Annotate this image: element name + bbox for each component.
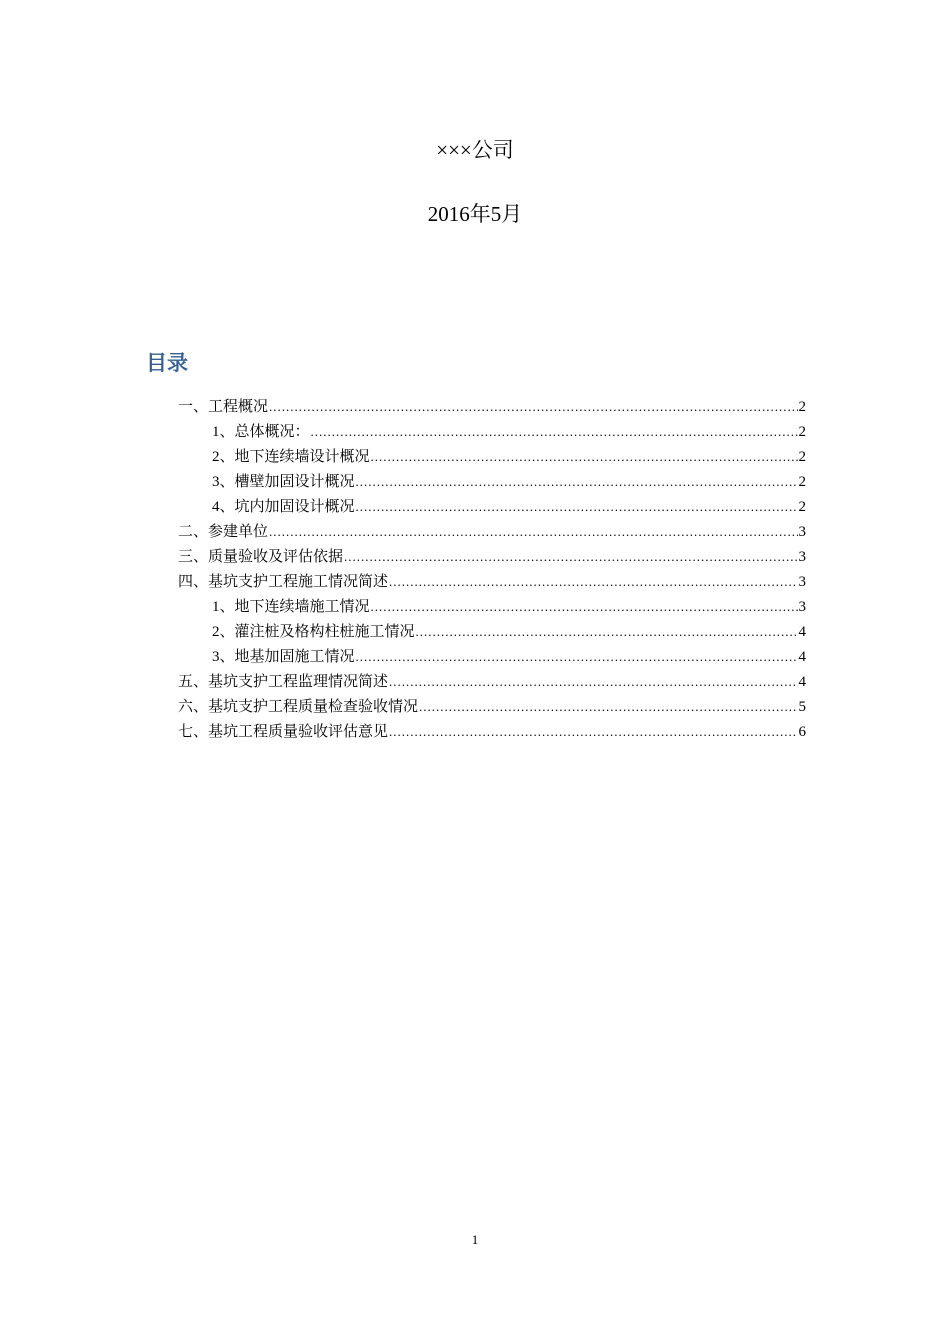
- toc-leader: [356, 494, 798, 519]
- toc-entry-page: 2: [798, 424, 806, 440]
- toc-entry-label: 3、槽壁加固设计概况: [212, 474, 355, 490]
- toc-entry-page: 3: [798, 549, 806, 565]
- toc-leader: [344, 544, 797, 569]
- toc-entry-page: 3: [798, 599, 806, 615]
- toc-entry-label: 五、基坑支护工程监理情况简述: [178, 674, 389, 690]
- toc-leader: [416, 619, 798, 644]
- report-date: 2016年5月: [427, 202, 523, 226]
- toc-leader: [371, 594, 798, 619]
- toc-entry[interactable]: [178, 669, 806, 694]
- page-number: 1: [471, 1232, 479, 1247]
- toc-entry-page: 2: [798, 399, 806, 415]
- toc-entry[interactable]: [178, 419, 806, 444]
- company-name: ×××公司: [436, 138, 514, 162]
- toc-entry[interactable]: [178, 544, 806, 569]
- toc-entry-label: 四、基坑支护工程施工情况简述: [178, 574, 389, 590]
- table-of-contents: [178, 394, 806, 744]
- toc-entry-page: 4: [798, 649, 806, 665]
- toc-entry[interactable]: [178, 444, 806, 469]
- toc-entry-page: 6: [798, 724, 806, 740]
- toc-entry[interactable]: [178, 619, 806, 644]
- toc-leader: [311, 419, 798, 444]
- toc-leader: [269, 519, 797, 544]
- toc-entry-label: 二、参建单位: [178, 524, 269, 540]
- toc-entry-page: 2: [798, 474, 806, 490]
- toc-entry[interactable]: [178, 719, 806, 744]
- toc-leader: [389, 669, 797, 694]
- toc-leader: [371, 444, 798, 469]
- toc-entry-page: 3: [798, 574, 806, 590]
- toc-entry[interactable]: [178, 519, 806, 544]
- toc-entry-label: 2、地下连续墙设计概况: [212, 449, 370, 465]
- toc-entry-label: 1、总体概况：: [212, 424, 310, 440]
- toc-entry[interactable]: [178, 569, 806, 594]
- toc-entry-label: 2、灌注桩及格构柱桩施工情况: [212, 624, 415, 640]
- toc-leader: [419, 694, 797, 719]
- toc-heading: 目录: [146, 351, 188, 375]
- toc-entry[interactable]: [178, 394, 806, 419]
- toc-entry-page: 4: [798, 674, 806, 690]
- toc-entry-label: 一、工程概况: [178, 399, 269, 415]
- toc-entry-label: 七、基坑工程质量验收评估意见: [178, 724, 389, 740]
- toc-entry[interactable]: [178, 594, 806, 619]
- toc-leader: [356, 644, 798, 669]
- toc-entry[interactable]: [178, 644, 806, 669]
- toc-entry-label: 三、质量验收及评估依据: [178, 549, 344, 565]
- toc-entry-page: 3: [798, 524, 806, 540]
- toc-leader: [389, 719, 797, 744]
- toc-entry-label: 4、坑内加固设计概况: [212, 499, 355, 515]
- toc-leader: [269, 394, 797, 419]
- toc-leader: [389, 569, 797, 594]
- toc-entry[interactable]: [178, 469, 806, 494]
- toc-entry-page: 4: [798, 624, 806, 640]
- toc-entry-label: 1、地下连续墙施工情况: [212, 599, 370, 615]
- toc-entry-page: 2: [798, 499, 806, 515]
- toc-entry[interactable]: [178, 694, 806, 719]
- toc-entry-page: 5: [798, 699, 806, 715]
- toc-entry-label: 3、地基加固施工情况: [212, 649, 355, 665]
- toc-entry-label: 六、基坑支护工程质量检查验收情况: [178, 699, 419, 715]
- toc-entry[interactable]: [178, 494, 806, 519]
- toc-entry-page: 2: [798, 449, 806, 465]
- toc-leader: [356, 469, 798, 494]
